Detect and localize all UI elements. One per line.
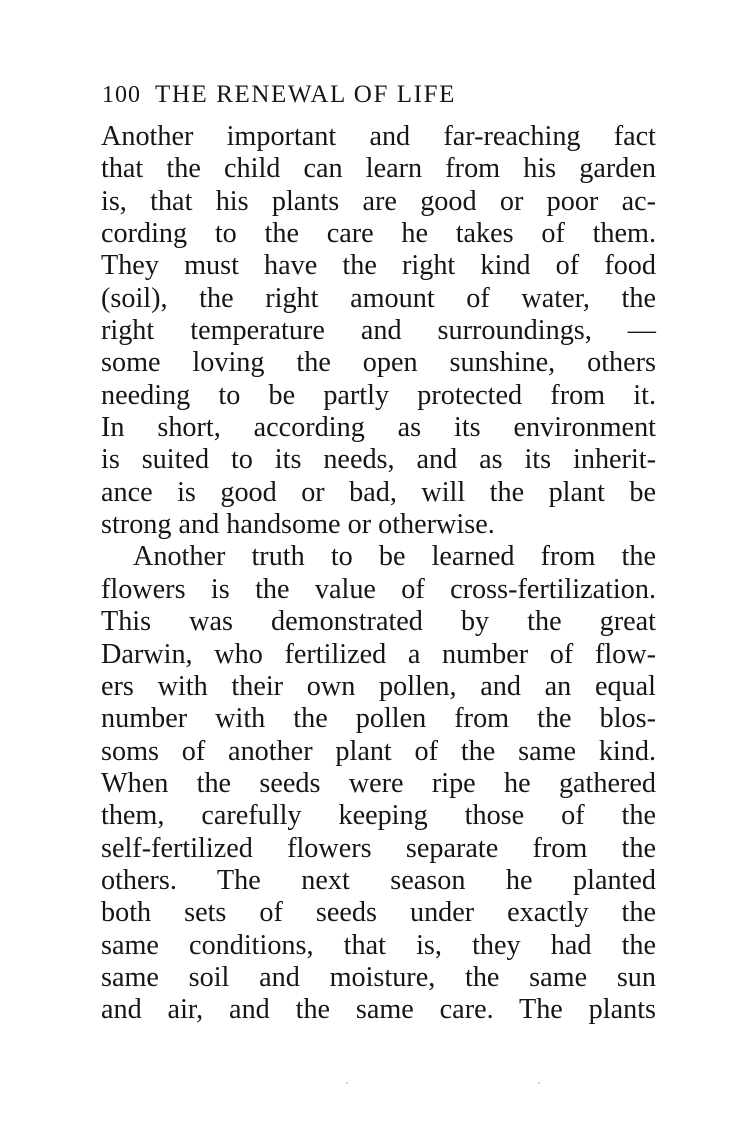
text-line: Another truth to be learned from the	[133, 541, 656, 573]
running-head	[102, 77, 662, 111]
text-line: strong and handsome or otherwise.	[101, 509, 495, 541]
text-line: same soil and moisture, the same sun	[101, 961, 656, 993]
running-title: THE RENEWAL OF LIFE	[155, 81, 456, 108]
text-line: (soil), the right amount of water, the	[101, 282, 656, 314]
paragraph-2	[101, 541, 656, 1026]
text-line: self-fertilized flowers separate from the	[101, 832, 656, 864]
paper-speck	[346, 1082, 348, 1084]
text-line: same conditions, that is, they had the	[101, 929, 656, 961]
text-line: ers with their own pollen, and an equal	[101, 670, 656, 702]
text-line: both sets of seeds under exactly the	[101, 897, 656, 929]
text-line: needing to be partly protected from it.	[101, 379, 656, 411]
text-line: that the child can learn from his garden	[101, 153, 656, 185]
text-line: ance is good or bad, will the plant be	[101, 476, 656, 508]
text-line: Another important and far-reaching fact	[101, 121, 656, 152]
text-line: This was demonstrated by the great	[101, 606, 656, 638]
text-line: cording to the care he takes of them.	[101, 218, 656, 250]
text-line: some loving the open sunshine, others	[101, 347, 656, 379]
text-line: Darwin, who fertilized a number of flow-	[101, 638, 656, 670]
text-line: When the seeds were ripe he gathered	[101, 767, 656, 799]
page-number: 100	[102, 82, 141, 108]
text-line: is, that his plants are good or poor ac-	[101, 185, 656, 217]
text-line: In short, according as its environment	[101, 412, 656, 444]
text-line: is suited to its needs, and as its inherit-	[101, 444, 656, 476]
text-line: them, carefully keeping those of the	[101, 800, 656, 832]
text-line: and air, and the same care. The plants	[101, 994, 656, 1026]
text-line: right temperature and surroundings, —	[101, 315, 656, 347]
paper-specks	[0, 1082, 743, 1088]
text-line: soms of another plant of the same kind.	[101, 735, 656, 767]
paper-speck	[538, 1082, 540, 1084]
text-line: flowers is the value of cross-fertilization.	[101, 573, 656, 605]
body-text	[101, 121, 656, 1027]
text-line: others. The next season he planted	[101, 864, 656, 896]
text-line: They must have the right kind of food	[101, 250, 656, 282]
paragraph-1	[101, 121, 656, 541]
text-line: number with the pollen from the blos-	[101, 703, 656, 735]
